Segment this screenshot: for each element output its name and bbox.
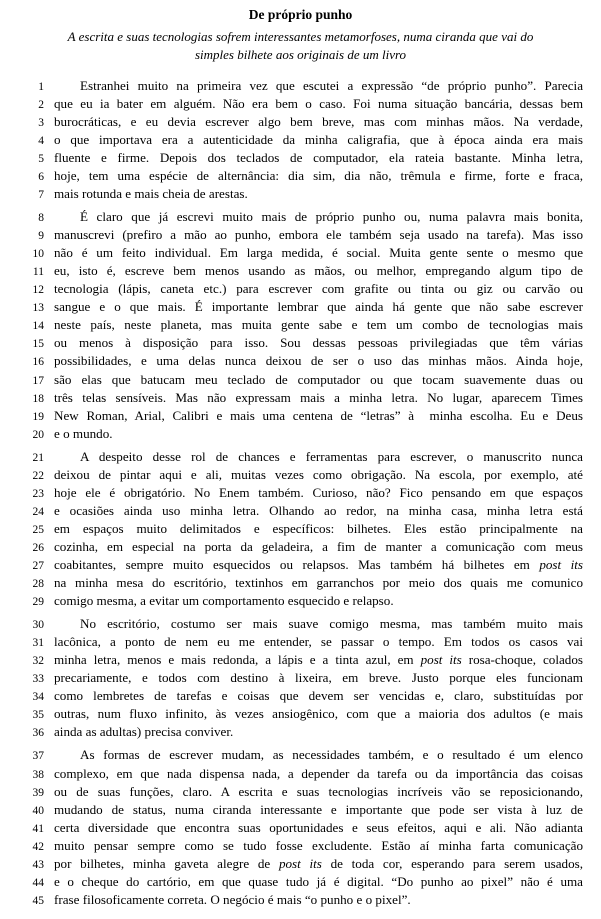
- text-line: [18, 389, 583, 407]
- line-number: 30: [32, 619, 44, 632]
- text-line: [18, 891, 583, 909]
- line-number: 21: [32, 451, 44, 464]
- line-text: que eu ia bater em alguém. Não era bem o caso. Foi numa situação bancária, dessas bem: [54, 95, 583, 111]
- text-line: [18, 484, 583, 502]
- text-line: [18, 705, 583, 723]
- line-text: burocráticas, e eu devia escrever algo bem breve, mas com minhas mãos. Na verdade,: [54, 113, 583, 129]
- line-number: 11: [32, 266, 44, 279]
- line-text: precariamente, e todos com destino à lixeira, em breve. Justo porque eles funcionam: [54, 670, 583, 686]
- line-number: 41: [32, 822, 44, 835]
- line-number: 3: [38, 116, 44, 129]
- text-line: [18, 334, 583, 352]
- text-line: [18, 185, 583, 203]
- text-line: [18, 167, 583, 185]
- line-text: cozinha, em especial na porta da geladeira, a fim de manter a comunicação com meus: [54, 538, 583, 554]
- page-title: De próprio punho: [248, 7, 353, 22]
- text-line: [18, 687, 583, 705]
- text-line: [18, 113, 583, 131]
- line-number: 29: [32, 596, 44, 609]
- line-number: 13: [32, 302, 44, 315]
- line-number: 44: [32, 876, 44, 889]
- text-line: [18, 574, 583, 592]
- text-line: [18, 765, 583, 783]
- line-text: manuscrevi (prefiro a mão ao punho, embora ele também seja usado na tarefa). Mas isso: [54, 227, 583, 243]
- text-line: [18, 95, 583, 113]
- line-number: 43: [32, 858, 44, 871]
- line-text: ainda as adultas) precisa conviver.: [54, 724, 234, 740]
- line-number: 31: [32, 637, 44, 650]
- line-number: 36: [32, 727, 44, 740]
- text-line: [18, 746, 583, 764]
- text-line: [18, 371, 583, 389]
- line-number: 37: [32, 750, 44, 763]
- line-number: 15: [32, 338, 44, 351]
- line-number: 5: [38, 152, 44, 165]
- page-subtitle: A escrita e suas tecnologias sofrem interessantes metamorfoses, numa ciranda que vai do simples bilhete aos originais de um livro: [67, 28, 534, 63]
- text-line: [18, 837, 583, 855]
- line-text: na minha mesa do escritório, textinhos em garranchos por meio dos quais me comunico: [54, 575, 583, 591]
- line-number: 28: [32, 578, 44, 591]
- text-line: [18, 466, 583, 484]
- text-line: [18, 538, 583, 556]
- text-line: [18, 783, 583, 801]
- line-text: comigo mesma, a evitar um comportamento esquecido e relapso.: [54, 593, 394, 609]
- line-number: 22: [32, 469, 44, 482]
- text-line: [18, 448, 583, 466]
- line-number: 18: [32, 392, 44, 405]
- line-text: possibilidades, e uma delas nunca deixou de ser o uso das minhas mãos. Ainda hoje,: [54, 353, 583, 369]
- text-line: [18, 633, 583, 651]
- text-line: [18, 280, 583, 298]
- line-text: e o mundo.: [54, 425, 113, 441]
- line-number: 34: [32, 691, 44, 704]
- line-number: 26: [32, 541, 44, 554]
- line-number: 9: [38, 230, 44, 243]
- line-number: 38: [32, 768, 44, 781]
- text-line: [18, 425, 583, 443]
- line-number: 20: [32, 428, 44, 441]
- line-text: New Roman, Arial, Calibri e mais uma centena de “letras” à minha escolha. Eu e Deus: [54, 407, 583, 423]
- line-text: neste país, neste planeta, mas muita gente sabe e tem um combo de tecnologias mais: [54, 317, 583, 333]
- line-number: 42: [32, 840, 44, 853]
- line-text: complexo, em que nada dispensa nada, a depender da tarefa ou da importância das coisas: [54, 765, 583, 781]
- line-number: 16: [32, 356, 44, 369]
- text-line: [18, 651, 583, 669]
- line-number: 27: [32, 560, 44, 572]
- text-line: [18, 520, 583, 538]
- line-text: por bilhetes, minha gaveta alegre de post its de toda cor, esperando para serem usados,: [54, 855, 584, 871]
- text-line: [18, 723, 583, 741]
- line-number: 32: [32, 655, 44, 668]
- line-number: 45: [32, 894, 44, 907]
- line-text: ou menos à disposição para isso. Sou dessas pessoas privilegiadas que têm várias: [54, 335, 583, 351]
- text-line: [18, 855, 583, 873]
- text-line: [18, 298, 583, 316]
- line-number: 2: [38, 98, 44, 111]
- text-line: [18, 615, 583, 633]
- line-text: Estranhei muito na primeira vez que escutei a expressão “de próprio punho”. Parecia: [80, 77, 583, 93]
- line-text: e ocasiões ainda uso minha letra. Olhando ao redor, na minha casa, minha letra está: [54, 502, 583, 518]
- line-text: mais rotunda e mais cheia de arestas.: [54, 186, 248, 202]
- line-text: outras, num fluxo infinito, às vezes ansiogênico, com que a maioria dos adultos (e mais: [54, 706, 583, 722]
- text-line: [18, 131, 583, 149]
- line-text: As formas de escrever mudam, as necessidades também, e o resultado é um elenco: [80, 747, 583, 763]
- line-text: e o cheque do cartório, em que quase tudo já é digital. “Do punho ao pixel” não é uma: [54, 873, 583, 889]
- line-text: minha letra, menos e mais redonda, a lápis e a tinta azul, em post its rosa-choque, colados: [54, 652, 583, 668]
- line-number: 25: [32, 523, 44, 536]
- line-text: hoje ele é obrigatório. No Enem também. Curioso, não? Fico pensando em que espaços: [54, 484, 583, 500]
- line-text: É claro que já escrevi muito mais de próprio punho ou, numa palavra mais bonita,: [80, 209, 583, 225]
- line-number: 17: [32, 374, 44, 387]
- text-line: [18, 244, 583, 262]
- text-line: [18, 352, 583, 370]
- line-text: certa diversidade que encontra suas oportunidades e seus efeitos, aqui e ali. Não adianta: [54, 819, 583, 835]
- line-text: não é um feito individual. Em larga medida, é social. Muita gente sente o mesmo que: [54, 245, 583, 261]
- text-line: [18, 669, 583, 687]
- text-line: [18, 149, 583, 167]
- line-number: 10: [32, 248, 44, 261]
- text-line: [18, 226, 583, 244]
- line-text: deixou de pintar aqui e ali, muitas vezes como obrigação. Na escola, por exemplo, até: [54, 466, 583, 482]
- line-text: sangue e o que mais. É importante lembrar que ainda há gente que não sabe escrever: [54, 299, 583, 315]
- line-text: lacônica, a ponto de nem eu me entender, se passar o tempo. Em todos os casos vai: [54, 634, 583, 650]
- line-text: o que importava era a autenticidade da minha caligrafia, que à época ainda era mais: [54, 131, 583, 147]
- line-number: 4: [38, 134, 44, 147]
- text-line: [18, 316, 583, 334]
- line-text: são elas que batucam meu teclado de computador ou que tocam suavemente duas ou: [54, 371, 583, 387]
- line-number: 35: [32, 709, 44, 722]
- line-text: tecnologia (lápis, caneta etc.) para escrever com grafite ou tinta ou giz ou carvão ou: [54, 281, 583, 297]
- line-number: 19: [32, 410, 44, 423]
- line-text: muito pensar sempre como se tudo fosse excludente. Estão aí minha farta comunicação: [54, 837, 583, 853]
- line-text: A despeito desse rol de chances e ferramentas para escrever, o manuscrito nunca: [80, 448, 583, 464]
- text-line: [18, 502, 583, 520]
- line-number: 6: [38, 171, 44, 184]
- line-number: 14: [32, 320, 44, 333]
- text-line: [18, 556, 583, 574]
- line-number: 24: [32, 505, 44, 518]
- article-body: [18, 77, 583, 909]
- line-text: fluente e firme. Depois dos teclados de computador, ela rateia bastante. Minha letra,: [54, 149, 583, 165]
- line-text: coabitantes, sempre muito esquecidos ou relapsos. Mas também há bilhetes em post its: [54, 557, 583, 572]
- line-number: 33: [32, 673, 44, 686]
- line-text: No escritório, costumo ser mais suave comigo mesma, mas também muito mais: [80, 616, 583, 632]
- line-text: hoje, tem uma espécie de alternância: dia sim, dia não, trêmula e firme, forte e fraca,: [54, 168, 583, 184]
- text-line: [18, 819, 583, 837]
- line-number: 23: [32, 487, 44, 500]
- line-text: frase filosoficamente correta. O negócio é mais “o punho e o pixel”.: [54, 891, 411, 907]
- line-text: em espaços muito delimitados e específicos: bilhetes. Eles estão principalmente na: [54, 520, 583, 536]
- line-text: ou de suas funções, claro. A escrita e suas tecnologias incríveis vão se reposicionando,: [54, 783, 583, 799]
- line-number: 39: [32, 786, 44, 799]
- text-line: [18, 208, 583, 226]
- line-text: como lembretes de tarefas e coisas que devem ser vencidas e, claro, substituídas por: [54, 688, 583, 704]
- line-text: mudando de status, numa ciranda interessante e importante que pode ser vista à luz de: [54, 801, 583, 817]
- line-number: 1: [38, 80, 44, 93]
- text-line: [18, 407, 583, 425]
- text-line: [18, 262, 583, 280]
- line-text: três telas sensíveis. Mas não expressam mais a minha letra. No lugar, aparecem Times: [54, 389, 583, 405]
- line-number: 40: [32, 804, 44, 817]
- line-number: 8: [38, 212, 44, 225]
- line-text: eu, isto é, escreve bem menos usando as mãos, ou melhor, empregando algum tipo de: [54, 263, 583, 279]
- text-line: [18, 801, 583, 819]
- text-line: [18, 77, 583, 95]
- text-line: [18, 873, 583, 891]
- line-number: 7: [38, 189, 44, 202]
- line-number: 12: [32, 284, 44, 297]
- text-line: [18, 592, 583, 610]
